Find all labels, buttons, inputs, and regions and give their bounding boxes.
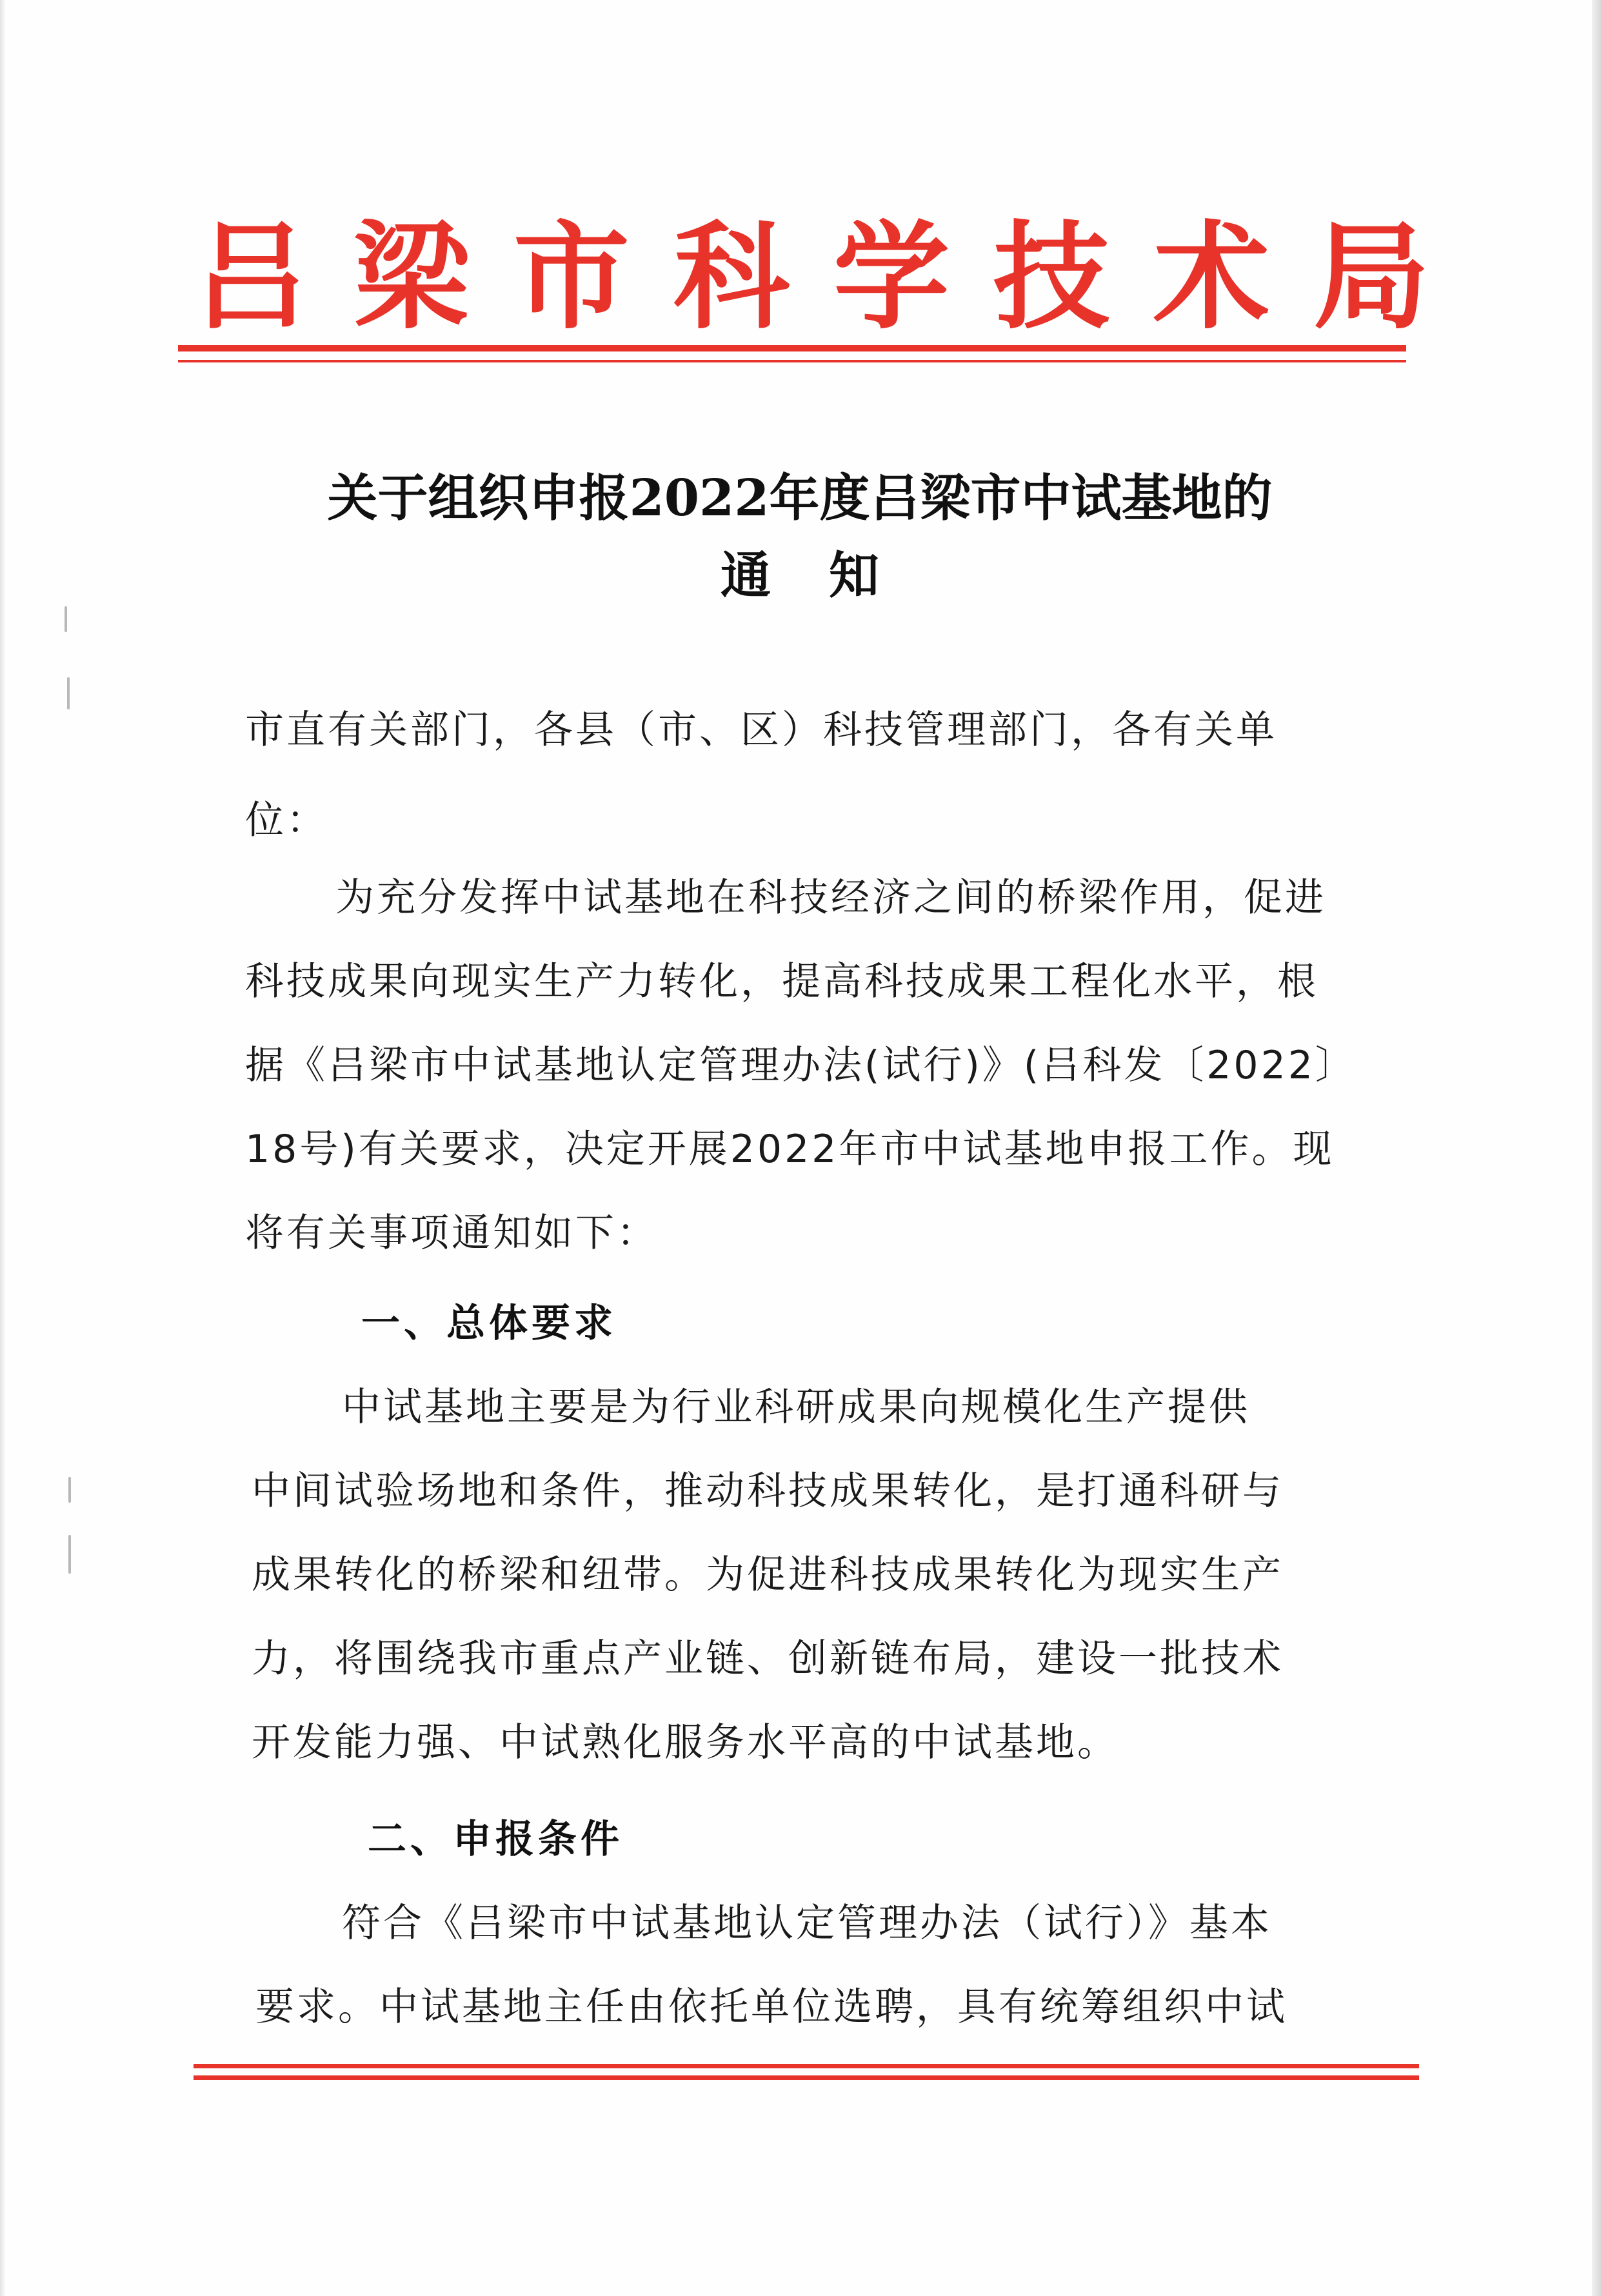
body-line: 符合《吕梁市中试基地认定管理办法（试行）》基本 xyxy=(342,1901,1272,1946)
staple-mark xyxy=(67,677,70,709)
document-title-line2: 通知 xyxy=(720,546,937,605)
staple-mark xyxy=(65,606,67,632)
body-line: 将有关事项通知如下： xyxy=(245,1211,658,1256)
footer-rule-bottom xyxy=(194,2075,1419,2080)
staple-mark xyxy=(68,1477,71,1503)
body-line: 力，将围绕我市重点产业链、创新链布局，建设一批技术 xyxy=(252,1636,1284,1681)
body-line: 要求。中试基地主任由依托单位选聘，具有统筹组织中试 xyxy=(255,1984,1288,2030)
body-line: 成果转化的桥梁和纽带。为促进科技成果转化为现实生产 xyxy=(252,1552,1284,1598)
body-line: 据《吕梁市中试基地认定管理办法(试行)》(吕科发〔2022〕 xyxy=(245,1043,1357,1088)
body-line: 18号)有关要求，决定开展2022年市中试基地申报工作。现 xyxy=(245,1127,1335,1172)
staple-mark xyxy=(68,1535,71,1574)
body-line: 为充分发挥中试基地在科技经济之间的桥梁作用，促进 xyxy=(335,875,1326,920)
letterhead-title: 吕梁市科学技术局 xyxy=(194,209,1474,345)
body-line: 中试基地主要是为行业科研成果向规模化生产提供 xyxy=(342,1385,1250,1430)
letterhead-rule-thick xyxy=(178,345,1406,351)
body-line: 市直有关部门，各县（市、区）科技管理部门，各有关单 xyxy=(245,708,1277,753)
letterhead-rule-thin xyxy=(178,360,1406,362)
page-right-edge xyxy=(1592,0,1601,2296)
section-heading-1: 一、总体要求 xyxy=(361,1301,617,1346)
page-left-edge xyxy=(0,0,5,2296)
body-line: 开发能力强、中试熟化服务水平高的中试基地。 xyxy=(252,1720,1119,1765)
footer-rule-top xyxy=(194,2064,1419,2068)
document-title-line1: 关于组织申报2022年度吕梁市中试基地的 xyxy=(327,469,1273,528)
body-line: 科技成果向现实生产力转化，提高科技成果工程化水平，根 xyxy=(245,959,1318,1004)
body-line: 中间试验场地和条件，推动科技成果转化，是打通科研与 xyxy=(252,1469,1284,1514)
section-heading-2: 二、申报条件 xyxy=(368,1817,623,1862)
body-line: 位： xyxy=(245,798,328,843)
